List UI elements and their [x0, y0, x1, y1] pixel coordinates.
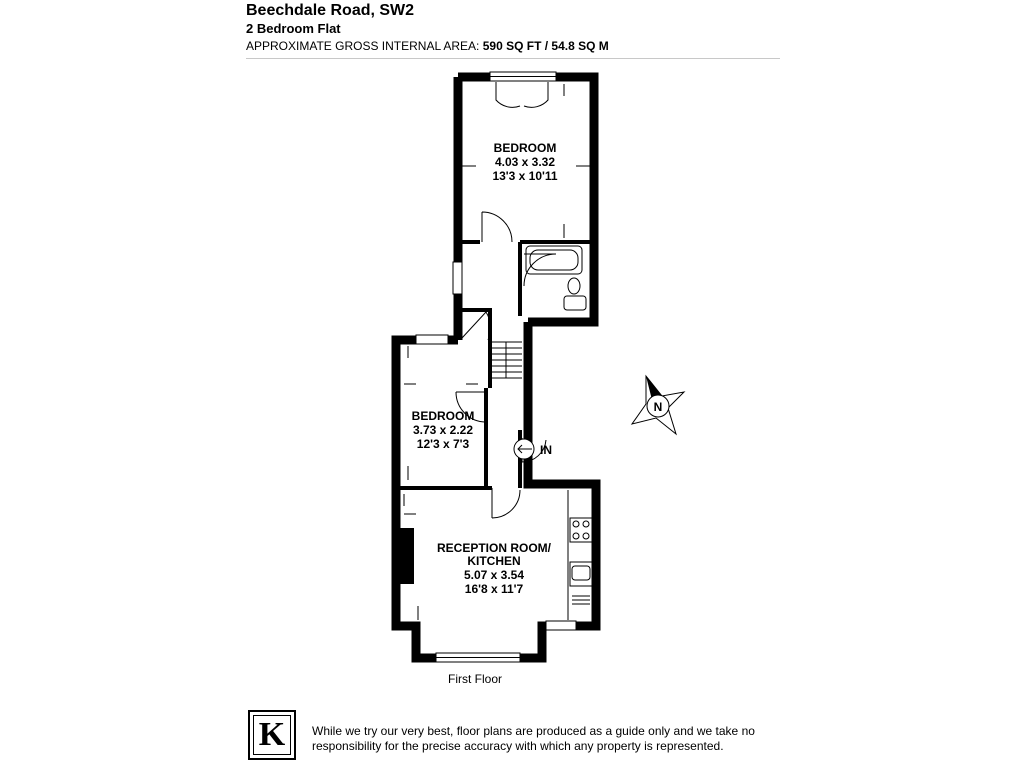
entrance-arrow-icon	[514, 439, 534, 459]
floor-label: First Floor	[448, 672, 502, 686]
bedroom2-imperial: 12'3 x 7'3	[416, 437, 470, 451]
reception-name-1: RECEPTION ROOM/	[436, 541, 552, 555]
bath-fixtures	[526, 246, 586, 310]
bedroom1-metric: 4.03 x 3.32	[494, 155, 556, 169]
window-bedroom2	[416, 335, 448, 344]
compass-label: N	[653, 400, 663, 414]
bedroom2-metric: 3.73 x 2.22	[412, 423, 474, 437]
chimney-breast	[400, 528, 414, 584]
reception-name-2: KITCHEN	[467, 554, 521, 568]
reception-imperial: 16'8 x 11'7	[464, 582, 524, 596]
window-kitchen	[546, 621, 576, 630]
bedroom1-imperial: 13'3 x 10'11	[492, 169, 558, 183]
kitchen-fixtures	[568, 490, 592, 620]
gross-area-value: 590 SQ FT / 54.8 SQ M	[482, 39, 609, 53]
bedroom1-name: BEDROOM	[493, 141, 557, 155]
gross-area-label: APPROXIMATE GROSS INTERNAL AREA:	[246, 39, 483, 53]
agency-logo	[248, 710, 296, 760]
reception-metric: 5.07 x 3.54	[463, 568, 525, 582]
bedroom2-name: BEDROOM	[411, 409, 475, 423]
property-title: Beechdale Road, SW2	[246, 2, 415, 19]
entrance-label: IN	[540, 443, 552, 457]
disclaimer-text: While we try our very best, floor plans are produced as a guide only and we take no responsibility for the precise accuracy with which any property is represented.	[312, 724, 755, 753]
compass-icon	[632, 376, 684, 434]
stairs	[492, 342, 522, 378]
internal-walls	[396, 242, 594, 488]
property-subtitle: 2 Bedroom Flat	[246, 21, 341, 36]
window-landing	[453, 262, 462, 294]
logo-letter: K	[253, 715, 291, 755]
